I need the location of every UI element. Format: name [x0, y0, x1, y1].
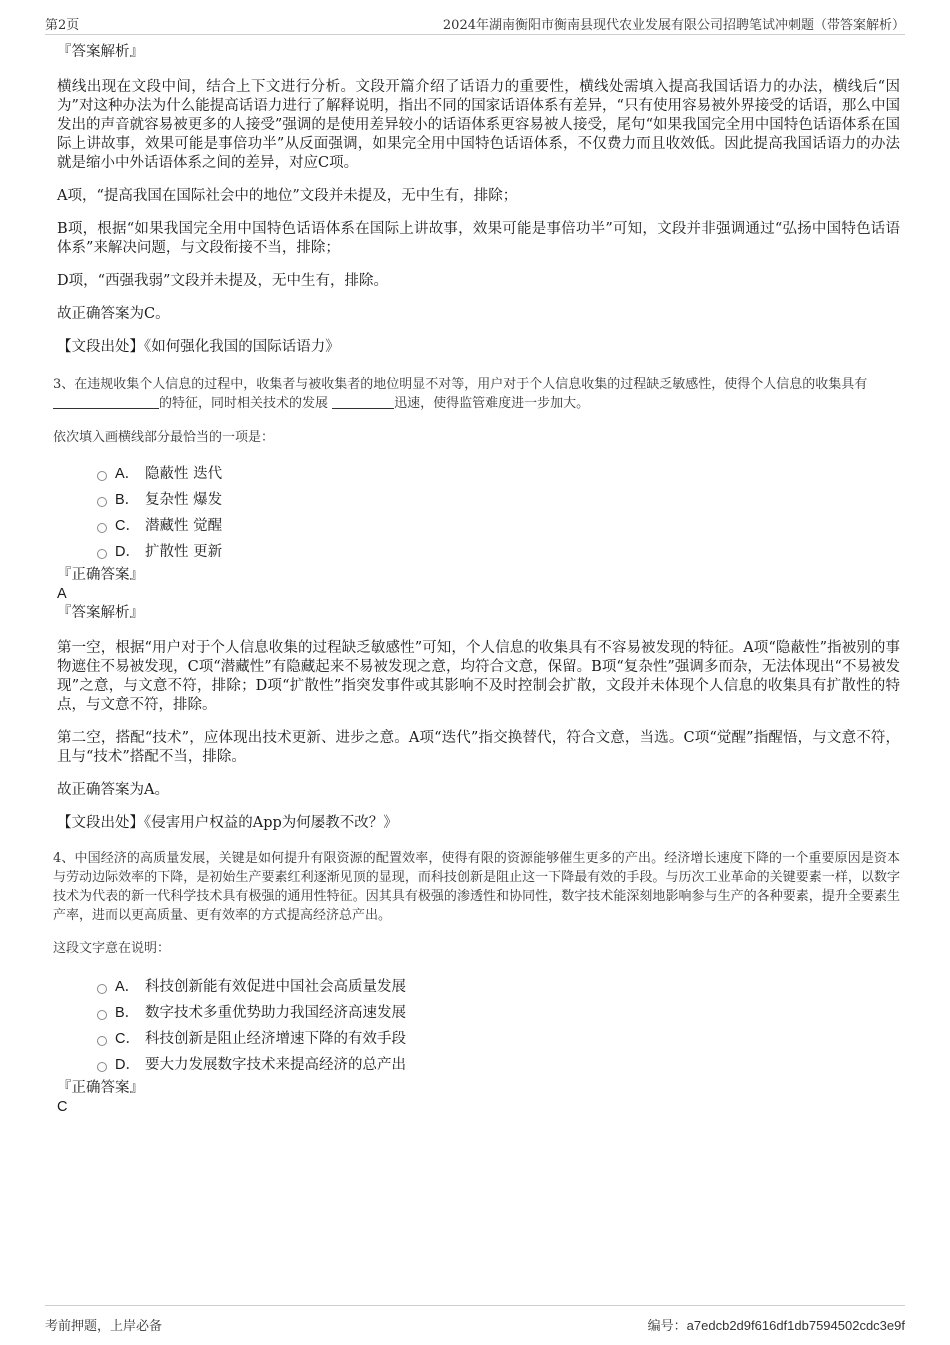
q3-option-c[interactable]: C． 潜藏性 觉醒	[57, 513, 900, 539]
q3-source: 【文段出处】《侵害用户权益的App为何屡教不改？》	[57, 815, 398, 831]
radio-icon[interactable]	[97, 523, 107, 533]
q4-option-c[interactable]: C． 科技创新是阻止经济增速下降的有效手段	[57, 1026, 900, 1052]
q2-analysis-p1: 横线出现在文段中间，结合上下文进行分析。文段开篇介绍了话语力的重要性，横线处需填入提高我国话语力的办法，横线后“因为”对这种办法为什么能提高话语力进行了解释说明，指出不同的国家话语体系有差异，“只有使用容易被外界接受的话语，那么中国发出的声音就容易被更多的人接受”强调的是使用差异较小的话语体系更容易被人接受，尾句“如果我国完全用中国特色话语体系在国际上讲故事，效果可能是事倍功半”从反面强调，如果完全用中国特色话语体系，不仅费力而且收效低。因此提高我国话语力的办法就是缩小中外话语体系之间的差异，对应C项。	[57, 79, 900, 171]
radio-icon[interactable]	[97, 1010, 107, 1020]
q3-blank-2	[332, 394, 394, 409]
q4-options	[57, 974, 900, 1078]
q3-option-d[interactable]: D． 扩散性 更新	[57, 539, 900, 565]
q2-analysis-p2: A项，“提高我国在国际社会中的地位”文段并未提及，无中生有，排除；	[57, 188, 518, 204]
q2-analysis-p4: D项，“西强我弱”文段并未提及，无中生有，排除。	[57, 273, 388, 289]
page-footer	[45, 1305, 905, 1336]
radio-icon[interactable]	[97, 549, 107, 559]
q4-answer-label: 『正确答案』	[57, 1080, 144, 1096]
radio-icon[interactable]	[97, 471, 107, 481]
q4-option-b[interactable]: B． 数字技术多重优势助力我国经济高速发展	[57, 1000, 900, 1026]
q3-conclusion: 故正确答案为A。	[57, 782, 169, 798]
radio-icon[interactable]	[97, 984, 107, 994]
radio-icon[interactable]	[97, 497, 107, 507]
document-title: 2024年湖南衡阳市衡南县现代农业发展有限公司招聘笔试冲刺题（带答案解析）	[442, 18, 905, 33]
q3-prompt: 依次填入画横线部分最恰当的一项是：	[53, 430, 275, 445]
q3-blank-1	[53, 394, 159, 409]
radio-icon[interactable]	[97, 1062, 107, 1072]
q3-stem	[53, 375, 900, 413]
q3-options	[57, 461, 900, 565]
q4-stem: 4、中国经济的高质量发展，关键是如何提升有限资源的配置效率，使得有限的资源能够催生更多的产出。经济增长速度下降的一个重要原因是资本与劳动边际效率的下降，是初始生产要素红利逐渐见顶的显现，而科技创新是阻止这一下降最有效的手段。与历次工业革命的关键要素一样，以数字技术为代表的新一代科学技术具有极强的通用性特征。因其具有极强的渗透性和协同性，数字技术能深刻地影响参与生产的各种要素，提升全要素生产率，进而以更高质量、更有效率的方式提高经济总产出。	[53, 851, 900, 923]
q3-analysis-p2: 第二空，搭配“技术”，应体现出技术更新、进步之意。A项“迭代”指交换替代，符合文意，当选。C项“觉醒”指醒悟，与文意不符，且与“技术”搭配不当，排除。	[57, 730, 900, 765]
page-content	[53, 42, 900, 1116]
q3-stem-part-c: 迅速，使得监管难度进一步加大。	[394, 396, 590, 411]
footer-slogan: 考前押题，上岸必备	[45, 1319, 163, 1334]
q3-answer-label: 『正确答案』	[57, 567, 144, 583]
radio-icon[interactable]	[97, 1036, 107, 1046]
q3-analysis-p1: 第一空，根据“用户对于个人信息收集的过程缺乏敏感性”可知，个人信息的收集具有不容易被发现的特征。A项“隐蔽性”指被别的事物遮住不易被发现，C项“潜藏性”有隐藏起来不易被发现之意，均符合文意，保留。B项“复杂性”强调多而杂，无法体现出“不易被发现”之意，与文意不符，排除；D项“扩散性”指突发事件或其影响不及时控制会扩散，文段并未体现个人信息的收集具有扩散性的特点，与文意不符，排除。	[57, 640, 900, 713]
q3-option-b[interactable]: B． 复杂性 爆发	[57, 487, 900, 513]
document-serial: 编号：a7edcb2d9f616df1db7594502cdc3e9f	[647, 1318, 905, 1333]
q2-source: 【文段出处】《如何强化我国的国际话语力》	[57, 339, 340, 355]
q3-stem-part-b: 的特征，同时相关技术的发展	[159, 396, 329, 411]
q2-analysis-label: 『答案解析』	[57, 44, 144, 60]
q3-option-a[interactable]: A． 隐蔽性 迭代	[57, 461, 900, 487]
q3-analysis-label: 『答案解析』	[57, 605, 144, 621]
q4-option-a[interactable]: A． 科技创新能有效促进中国社会高质量发展	[57, 974, 900, 1000]
q4-answer: C	[57, 1099, 68, 1115]
q4-prompt: 这段文字意在说明：	[53, 941, 171, 956]
q3-answer: A	[57, 586, 67, 602]
page-number: 第2页	[45, 18, 80, 33]
q4-option-d[interactable]: D． 要大力发展数字技术来提高经济的总产出	[57, 1052, 900, 1078]
page-header	[45, 12, 905, 35]
q2-conclusion: 故正确答案为C。	[57, 306, 170, 322]
q2-analysis-p3: B项，根据“如果我国完全用中国特色话语体系在国际上讲故事，效果可能是事倍功半”可知，文段并非强调通过“弘扬中国特色话语体系”来解决问题，与文段衔接不当，排除；	[57, 221, 900, 256]
q3-stem-part-a: 3、在违规收集个人信息的过程中，收集者与被收集者的地位明显不对等，用户对于个人信息收集的过程缺乏敏感性，使得个人信息的收集具有	[53, 377, 868, 392]
